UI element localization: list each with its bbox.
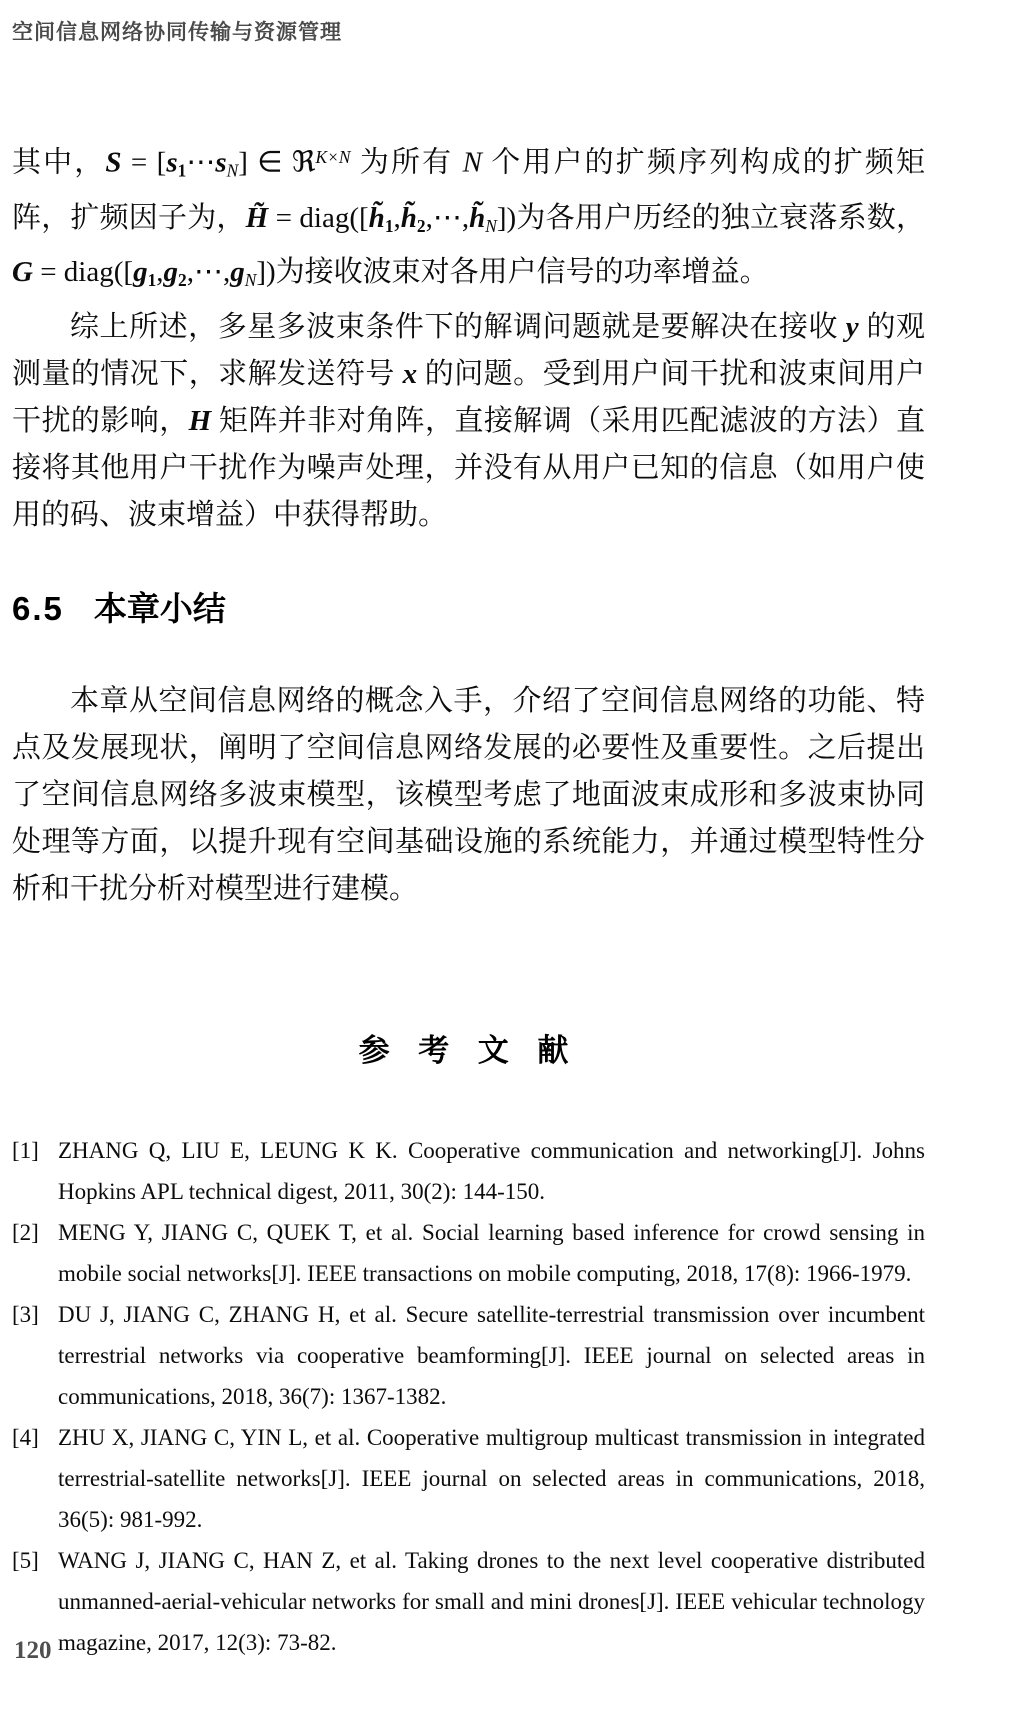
paragraph-demodulation-problem: 综上所述，多星多波束条件下的解调问题就是要解决在接收 y 的观测量的情况下，求解发送符号 x 的问题。受到用户间干扰和波束间用户干扰的影响，H 矩阵并非对角阵，直接解调（采用匹配滤波的方法）直接将其他用户干扰作为噪声处理，并没有从用户已知的信息（如用户使用的码、波束增益）中获得帮助。	[12, 311, 925, 532]
reference-text: ZHU X, JIANG C, YIN L, et al. Cooperative multigroup multicast transmission in integrated terrestrial-satellite networks[J]. IEEE journal on selected areas in communications, 2018, 36(5): 981-992.	[58, 1425, 925, 1533]
paragraph-spreading-matrix: 其中，S = [s1⋯sN] ∈ ℜ$^{K\times N}$ 为所有 N 个用户的扩频序列构成的扩频矩阵，扩频因子为，H̃ = diag([h̃1,h̃2,⋯,h̃N])为各用户历经的独立衰落系数，G = diag([g1,g2,⋯,gN])为接收波束对各用户信号的功率增益。	[12, 146, 925, 291]
reference-label: [4]	[12, 1425, 39, 1451]
references-heading: 参 考 文 献	[358, 1033, 579, 1069]
reference-item	[12, 1130, 925, 1212]
running-head: 空间信息网络协同传输与资源管理	[12, 21, 342, 44]
references-list	[12, 1130, 925, 1663]
page-body	[12, 134, 925, 1663]
section-heading	[12, 583, 925, 630]
reference-text: MENG Y, JIANG C, QUEK T, et al. Social learning based inference for crowd sensing in mobile social networks[J]. IEEE transactions on mobile computing, 2018, 17(8): 1966-1979.	[58, 1220, 925, 1287]
reference-label: [3]	[12, 1302, 39, 1328]
reference-item	[12, 1417, 925, 1540]
reference-label: [1]	[12, 1138, 39, 1164]
reference-label: [5]	[12, 1548, 39, 1574]
reference-text: ZHANG Q, LIU E, LEUNG K K. Cooperative communication and networking[J]. Johns Hopkins APL technical digest, 2011, 30(2): 144-150.	[58, 1138, 925, 1205]
paragraph-chapter-summary: 本章从空间信息网络的概念入手，介绍了空间信息网络的功能、特点及发展现状，阐明了空间信息网络发展的必要性及重要性。之后提出了空间信息网络多波束模型，该模型考虑了地面波束成形和多波束协同处理等方面，以提升现有空间基础设施的系统能力，并通过模型特性分析和干扰分析对模型进行建模。	[12, 685, 925, 906]
section-title: 本章小结	[93, 590, 226, 628]
reference-text: WANG J, JIANG C, HAN Z, et al. Taking drones to the next level cooperative distributed unmanned-aerial-vehicular networks for small and mini drones[J]. IEEE vehicular technology magazine, 2017, 12(3): 73-82.	[58, 1548, 925, 1656]
page-number: 120	[14, 1637, 52, 1664]
reference-label: [2]	[12, 1220, 39, 1246]
reference-item	[12, 1212, 925, 1294]
section-number: 6.5	[12, 590, 64, 628]
reference-item	[12, 1294, 925, 1417]
reference-text: DU J, JIANG C, ZHANG H, et al. Secure satellite-terrestrial transmission over incumbent terrestrial networks via cooperative beamforming[J]. IEEE journal on selected areas in communications, 2018, 36(7): 1367-1382.	[58, 1302, 925, 1410]
reference-item	[12, 1540, 925, 1663]
